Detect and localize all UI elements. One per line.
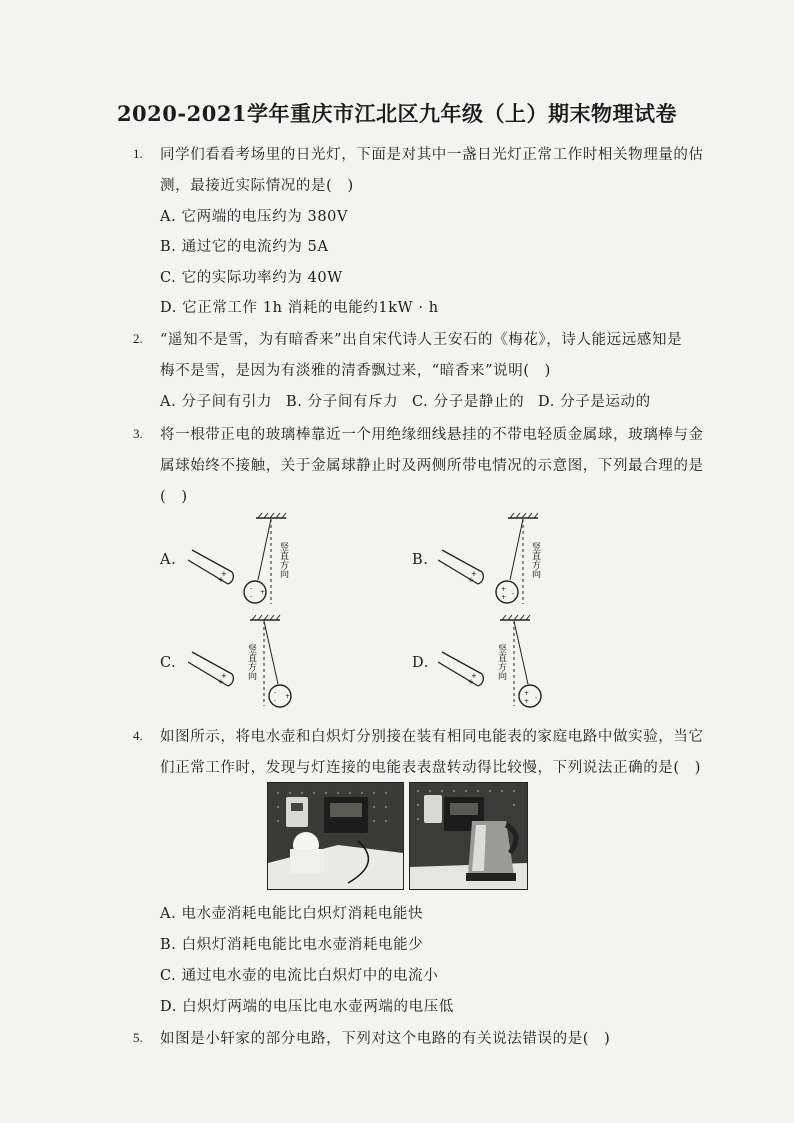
q3-stem-line1: 将一根带正电的玻璃棒靠近一个用绝缘细线悬挂的不带电轻质金属球，玻璃棒与金 bbox=[160, 427, 704, 443]
svg-text:-: - bbox=[535, 694, 538, 701]
svg-text:-: - bbox=[250, 593, 253, 600]
svg-text:+: + bbox=[501, 594, 507, 601]
svg-text:+: + bbox=[471, 672, 477, 680]
svg-text:+: + bbox=[524, 690, 530, 697]
q3-diagram-a bbox=[188, 512, 298, 612]
svg-text:-: - bbox=[512, 590, 515, 597]
svg-text:-: - bbox=[274, 697, 277, 704]
q4-stem-line2: 们正常工作时，发现与灯连接的电能表表盘转动得比较慢，下列说法正确的是( ) bbox=[160, 760, 702, 776]
q3-option-d: D. bbox=[412, 655, 429, 671]
q4-stem-line1: 如图所示，将电水壶和白炽灯分别接在装有相同电能表的家庭电路中做实验，当它 bbox=[160, 729, 704, 745]
q3-number: 3. bbox=[133, 426, 143, 441]
svg-text:+: + bbox=[218, 576, 224, 584]
q3-option-a: A. bbox=[160, 552, 177, 568]
svg-text:+: + bbox=[285, 693, 291, 700]
q2-option-d: D. 分子是运动的 bbox=[538, 394, 651, 410]
q1-option-b: B. 通过它的电流约为 5A bbox=[160, 239, 329, 255]
page-title: 2020-2021学年重庆市江北区九年级（上）期末物理试卷 bbox=[116, 101, 678, 126]
q1-stem-line2: 测，最接近实际情况的是( ) bbox=[160, 178, 354, 194]
q1-option-d: D. 它正常工作 1h 消耗的电能约1kW · h bbox=[160, 300, 439, 316]
q1-stem-line1: 同学们看看考场里的日光灯，下面是对其中一盏日光灯正常工作时相关物理量的估 bbox=[160, 147, 704, 163]
q5-number: 5. bbox=[133, 1030, 143, 1045]
svg-text:-: - bbox=[274, 689, 277, 696]
q3-d-vertical-label: 竖直方向 bbox=[496, 644, 506, 680]
kettle-photo-image bbox=[410, 783, 527, 889]
svg-text:+: + bbox=[221, 570, 227, 578]
q4-option-d: D. 白炽灯两端的电压比电水壶两端的电压低 bbox=[160, 999, 454, 1015]
q3-stem-line3: ( ) bbox=[160, 489, 188, 505]
q4-number: 4. bbox=[133, 728, 143, 743]
q2-stem-line2: 梅不是雪，是因为有淡雅的清香飘过来，“暗香来”说明( ) bbox=[160, 363, 551, 379]
q3-diagram-c bbox=[188, 614, 298, 714]
q2-option-b: B. 分子间有斥力 bbox=[286, 394, 399, 410]
svg-text:+: + bbox=[260, 589, 266, 596]
q1-option-a: A. 它两端的电压约为 380V bbox=[160, 209, 349, 225]
q4-option-c: C. 通过电水壶的电流比白炽灯中的电流小 bbox=[160, 968, 439, 984]
q2-stem-line1: “遥知不是雪，为有暗香来”出自宋代诗人王安石的《梅花》，诗人能远远感知是 bbox=[160, 332, 683, 348]
q1-number: 1. bbox=[133, 146, 143, 161]
q2-option-c: C. 分子是静止的 bbox=[412, 394, 525, 410]
svg-text:+: + bbox=[218, 678, 224, 686]
q3-a-vertical-label: 竖直方向 bbox=[278, 542, 288, 578]
svg-text:+: + bbox=[468, 576, 474, 584]
q3-option-c: C. bbox=[160, 655, 177, 671]
q3-option-b: B. bbox=[412, 552, 429, 568]
q3-diagram-d bbox=[438, 614, 548, 714]
svg-text:+: + bbox=[501, 586, 507, 593]
svg-text:-: - bbox=[250, 585, 253, 592]
q5-stem-line1: 如图是小轩家的部分电路，下列对这个电路的有关说法错误的是( ) bbox=[160, 1031, 611, 1047]
q4-photo-kettle bbox=[409, 782, 528, 890]
q3-b-vertical-label: 竖直方向 bbox=[530, 542, 540, 578]
q1-option-c: C. 它的实际功率约为 40W bbox=[160, 270, 343, 286]
q3-stem-line2: 属球始终不接触，关于金属球静止时及两侧所带电情况的示意图，下列最合理的是 bbox=[160, 458, 704, 474]
svg-text:+: + bbox=[468, 678, 474, 686]
q3-diagram-b bbox=[438, 512, 548, 612]
svg-text:+: + bbox=[524, 698, 530, 705]
lamp-photo-image bbox=[268, 783, 403, 889]
q3-c-vertical-label: 竖直方向 bbox=[246, 644, 256, 680]
q2-option-a: A. 分子间有引力 bbox=[160, 394, 273, 410]
svg-text:+: + bbox=[221, 672, 227, 680]
q4-photo-lamp bbox=[267, 782, 404, 890]
q4-option-a: A. 电水壶消耗电能比白炽灯消耗电能快 bbox=[160, 906, 424, 922]
svg-text:+: + bbox=[471, 570, 477, 578]
q2-number: 2. bbox=[133, 331, 143, 346]
q4-option-b: B. 白炽灯消耗电能比电水壶消耗电能少 bbox=[160, 937, 424, 953]
